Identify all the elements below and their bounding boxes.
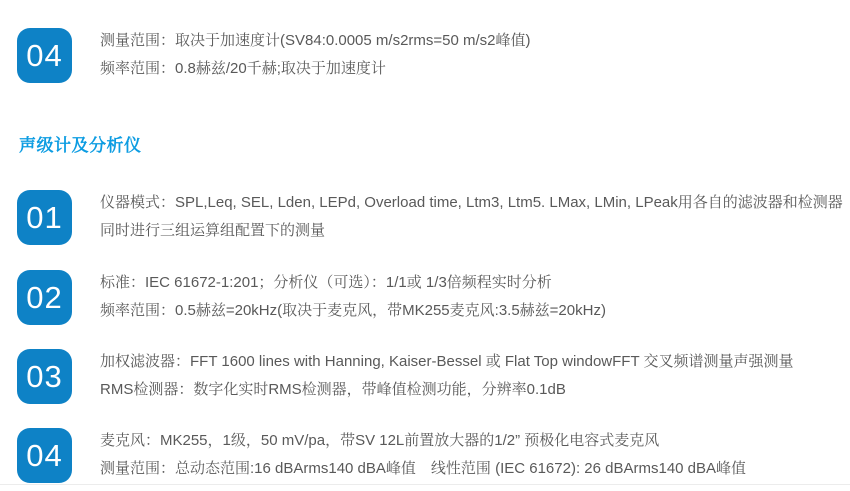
spec-line: 测量范围：取决于加速度计(SV84:0.0005 m/s2rms=50 m/s2峰值) [100, 32, 531, 49]
item-number-badge: 02 [17, 270, 72, 325]
section-title: 声级计及分析仪 [19, 136, 142, 155]
spec-item [17, 189, 843, 245]
item-number-badge: 01 [17, 190, 72, 245]
item-number-badge: 04 [17, 28, 72, 83]
spec-line: 仪器模式：SPL,Leq, SEL, Lden, LEPd, Overload time, Ltm3, Ltm5. LMax, LMin, LPeak用各自的滤波器和检测器 [100, 194, 843, 211]
spec-line: 频率范围：0.8赫兹/20千赫;取决于加速度计 [100, 60, 386, 77]
spec-text-block [100, 27, 531, 83]
spec-line: 同时进行三组运算组配置下的测量 [100, 222, 326, 239]
spec-item [17, 27, 531, 83]
spec-text-block [100, 269, 606, 325]
spec-line: 测量范围：总动态范围:16 dBArms140 dBA峰值 线性范围 (IEC 61672): 26 dBArms140 dBA峰值 [100, 460, 747, 477]
spec-text-block [100, 348, 794, 404]
spec-text-block [100, 427, 746, 483]
spec-line: 标准：IEC 61672-1:201；分析仪（可选）：1/1或 1/3倍频程实时分析 [100, 274, 552, 291]
spec-item [17, 348, 794, 404]
spec-text-block [100, 189, 843, 245]
spec-item [17, 269, 606, 325]
spec-line: 频率范围：0.5赫兹=20kHz(取决于麦克风，带MK255麦克风:3.5赫兹=20kHz) [100, 302, 606, 319]
spec-line: RMS检测器：数字化实时RMS检测器，带峰值检测功能，分辨率0.1dB [100, 381, 566, 398]
spec-line: 加权滤波器：FFT 1600 lines with Hanning, Kaiser-Bessel 或 Flat Top windowFFT 交叉频谱测量声强测量 [100, 353, 794, 370]
item-number-badge: 04 [17, 428, 72, 483]
spec-line: 麦克风：MK255，1级，50 mV/pa，带SV 12L前置放大器的1/2” 预极化电容式麦克风 [100, 432, 660, 449]
item-number-badge: 03 [17, 349, 72, 404]
bottom-divider [0, 484, 850, 485]
spec-item [17, 427, 746, 483]
